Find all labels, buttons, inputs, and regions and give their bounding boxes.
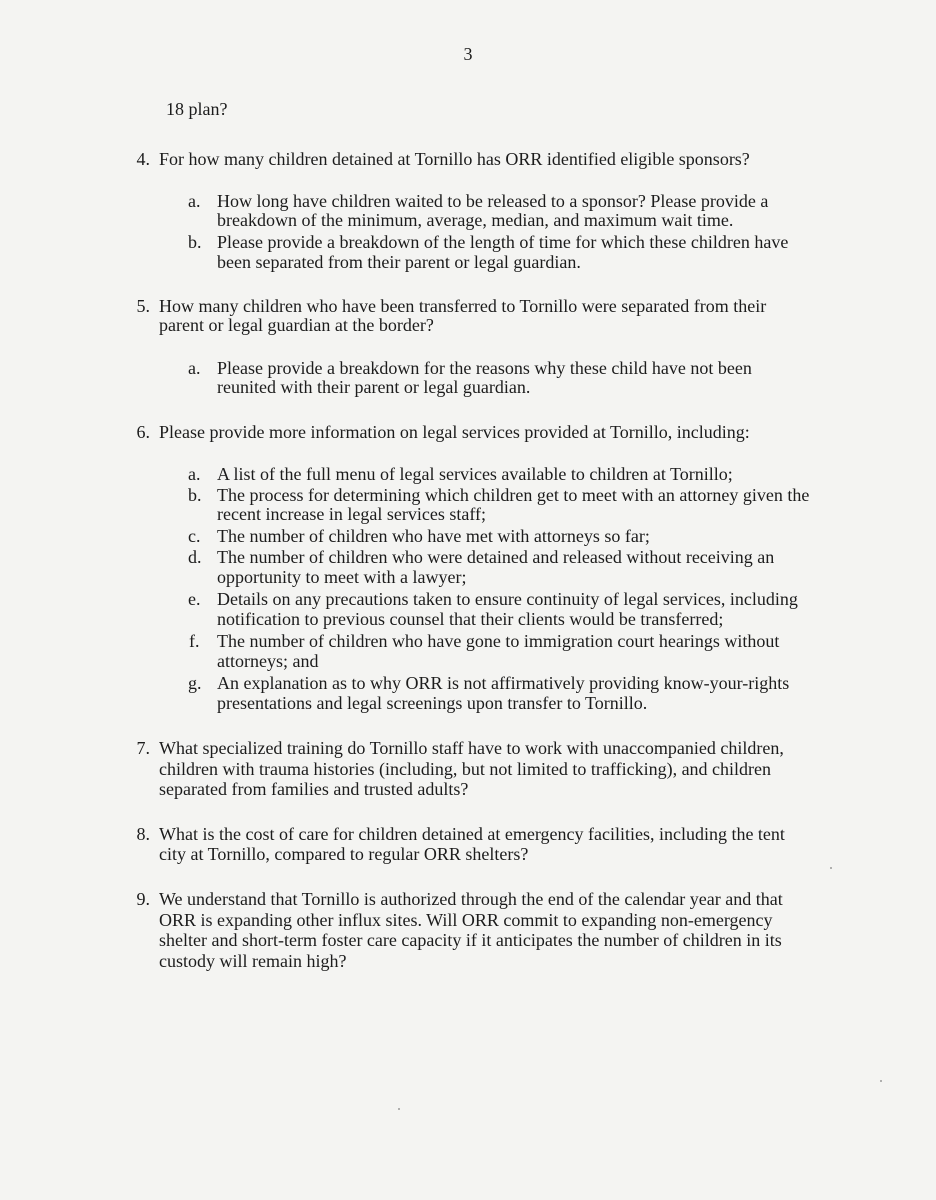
question-text-line: separated from families and trusted adults? (159, 779, 469, 799)
page-number: 3 (463, 44, 473, 64)
sub-item-letter: e. (188, 589, 201, 609)
question-text-line: shelter and short-term foster care capacity if it anticipates the number of children in its (159, 930, 782, 950)
sub-item-text-line: breakdown of the minimum, average, median, and maximum wait time. (217, 210, 734, 230)
continuation-text: 18 plan? (166, 99, 228, 119)
question-number: 8. (136, 824, 150, 844)
sub-item-letter: a. (188, 191, 201, 211)
sub-item-letter: f. (189, 631, 200, 651)
question-text-line: What is the cost of care for children detained at emergency facilities, including the tent (159, 824, 785, 844)
sub-item-letter: b. (188, 485, 202, 505)
question-number: 9. (136, 889, 150, 909)
question-text-line: city at Tornillo, compared to regular ORR shelters? (159, 844, 529, 864)
sub-item-letter: a. (188, 358, 201, 378)
sub-item-letter: d. (188, 547, 202, 567)
question-text-line: ORR is expanding other influx sites. Will ORR commit to expanding non-emergency (159, 910, 773, 930)
sub-item-text-line: attorneys; and (217, 651, 319, 671)
question-text-line: For how many children detained at Tornillo has ORR identified eligible sponsors? (159, 149, 750, 169)
question-number: 7. (136, 738, 150, 758)
question-number: 6. (136, 422, 150, 442)
scan-speck (398, 1108, 400, 1110)
sub-item-letter: a. (188, 464, 201, 484)
sub-item-text-line: A list of the full menu of legal services available to children at Tornillo; (217, 464, 733, 484)
sub-item-text-line: How long have children waited to be released to a sponsor? Please provide a (217, 191, 769, 211)
sub-item-letter: g. (188, 673, 202, 693)
sub-item-text-line: presentations and legal screenings upon transfer to Tornillo. (217, 693, 648, 713)
sub-item-text-line: The process for determining which children get to meet with an attorney given the (217, 485, 810, 505)
sub-item-text-line: Details on any precautions taken to ensure continuity of legal services, including (217, 589, 798, 609)
scan-speck (830, 867, 832, 869)
sub-item-text-line: Please provide a breakdown of the length of time for which these children have (217, 232, 789, 252)
sub-item-text-line: The number of children who have gone to immigration court hearings without (217, 631, 780, 651)
sub-item-text-line: reunited with their parent or legal guardian. (217, 377, 531, 397)
question-number: 5. (136, 296, 150, 316)
question-number: 4. (136, 149, 150, 169)
sub-item-text-line: notification to previous counsel that their clients would be transferred; (217, 609, 724, 629)
sub-item-text-line: recent increase in legal services staff; (217, 504, 487, 524)
question-text-line: children with trauma histories (including, but not limited to trafficking), and children (159, 759, 772, 779)
question-text-line: custody will remain high? (159, 951, 347, 971)
scan-speck (880, 1080, 882, 1082)
question-text-line: We understand that Tornillo is authorized through the end of the calendar year and that (159, 889, 783, 909)
sub-item-text-line: Please provide a breakdown for the reasons why these child have not been (217, 358, 752, 378)
question-text-line: Please provide more information on legal services provided at Tornillo, including: (159, 422, 750, 442)
sub-item-text-line: opportunity to meet with a lawyer; (217, 567, 467, 587)
sub-item-text-line: An explanation as to why ORR is not affirmatively providing know-your-rights (217, 673, 790, 693)
question-text-line: What specialized training do Tornillo staff have to work with unaccompanied children, (159, 738, 784, 758)
question-text-line: parent or legal guardian at the border? (159, 315, 434, 335)
sub-item-text-line: The number of children who have met with attorneys so far; (217, 526, 650, 546)
question-text-line: How many children who have been transferred to Tornillo were separated from their (159, 296, 767, 316)
sub-item-text-line: been separated from their parent or legal guardian. (217, 252, 581, 272)
sub-item-letter: c. (188, 526, 201, 546)
sub-item-text-line: The number of children who were detained and released without receiving an (217, 547, 775, 567)
sub-item-letter: b. (188, 232, 202, 252)
